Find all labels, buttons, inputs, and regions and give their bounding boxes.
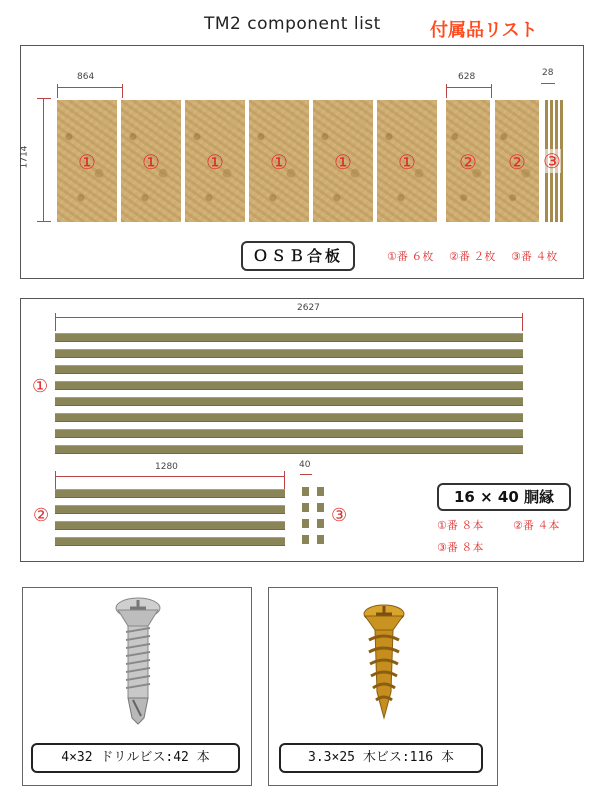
lumber-count-2: ②番 ４本: [513, 519, 560, 532]
lumber-board-2: [55, 505, 285, 514]
osb-panel-5: ①: [313, 100, 373, 222]
lumber-block-3: [317, 519, 324, 528]
osb-count-2: ②番 ２枚: [449, 250, 496, 263]
lumber-block-3: [317, 503, 324, 512]
lumber-board-2: [55, 521, 285, 530]
lumber-board-1: [55, 333, 523, 342]
lumber-block-3: [302, 535, 309, 544]
lumber-board-1: [55, 397, 523, 406]
osb-panel-2: ①: [121, 100, 181, 222]
osb-panel-1: ①: [57, 100, 117, 222]
lumber-block-3: [317, 535, 324, 544]
osb-count-3: ③番 ４枚: [511, 250, 558, 263]
lumber-board-2: [55, 537, 285, 546]
osb-dim-width-line: [57, 87, 123, 88]
lumber-marker-1: ①: [32, 376, 49, 397]
lumber-board-1: [55, 349, 523, 358]
lumber-marker-2: ②: [33, 505, 50, 526]
osb-label: ＯＳＢ合板: [241, 241, 355, 271]
lumber-count-3: ③番 ８本: [437, 541, 484, 554]
osb-panel-8: ②: [495, 100, 539, 222]
drill-screw-image: [113, 596, 163, 726]
osb-dim-width3: 28: [542, 68, 554, 78]
osb-panel-3: ①: [185, 100, 245, 222]
lumber-block-3: [302, 519, 309, 528]
osb-strip-marker: ③: [543, 149, 561, 173]
osb-dim-width2: 628: [458, 72, 476, 82]
wood-screw-image: [359, 596, 409, 726]
wood-screw-card: [268, 587, 498, 786]
osb-panel-6: ①: [377, 100, 437, 222]
drill-screw-label: 4×32 ドリルビス:42 本: [31, 743, 240, 773]
lumber-dim-small: 40: [299, 460, 311, 470]
page-title-jp: 付属品リスト: [430, 20, 538, 41]
lumber-block-3: [302, 487, 309, 496]
page-title: TM2 component list: [204, 14, 381, 34]
lumber-marker-3: ③: [331, 505, 348, 526]
lumber-board-1: [55, 413, 523, 422]
lumber-label: 16 × 40 胴縁: [437, 483, 571, 511]
osb-dim-width: 864: [77, 72, 95, 82]
lumber-count-1: ①番 ８本: [437, 519, 484, 532]
osb-dim-height-line: [43, 98, 44, 222]
osb-panel-7: ②: [446, 100, 490, 222]
lumber-block-3: [302, 503, 309, 512]
drill-screw-card: [22, 587, 252, 786]
lumber-section: [20, 298, 584, 562]
lumber-board-2: [55, 489, 285, 498]
osb-dim-height: 1714: [19, 145, 30, 169]
lumber-board-1: [55, 445, 523, 454]
lumber-block-3: [317, 487, 324, 496]
lumber-board-1: [55, 429, 523, 438]
lumber-dim-long: 2627: [297, 303, 320, 313]
wood-screw-label: 3.3×25 木ビス:116 本: [279, 743, 483, 773]
lumber-board-1: [55, 381, 523, 390]
osb-count-1: ①番 ６枚: [387, 250, 434, 263]
lumber-board-1: [55, 365, 523, 374]
osb-panel-4: ①: [249, 100, 309, 222]
lumber-dim-mid: 1280: [155, 462, 178, 472]
osb-section: [20, 45, 584, 279]
